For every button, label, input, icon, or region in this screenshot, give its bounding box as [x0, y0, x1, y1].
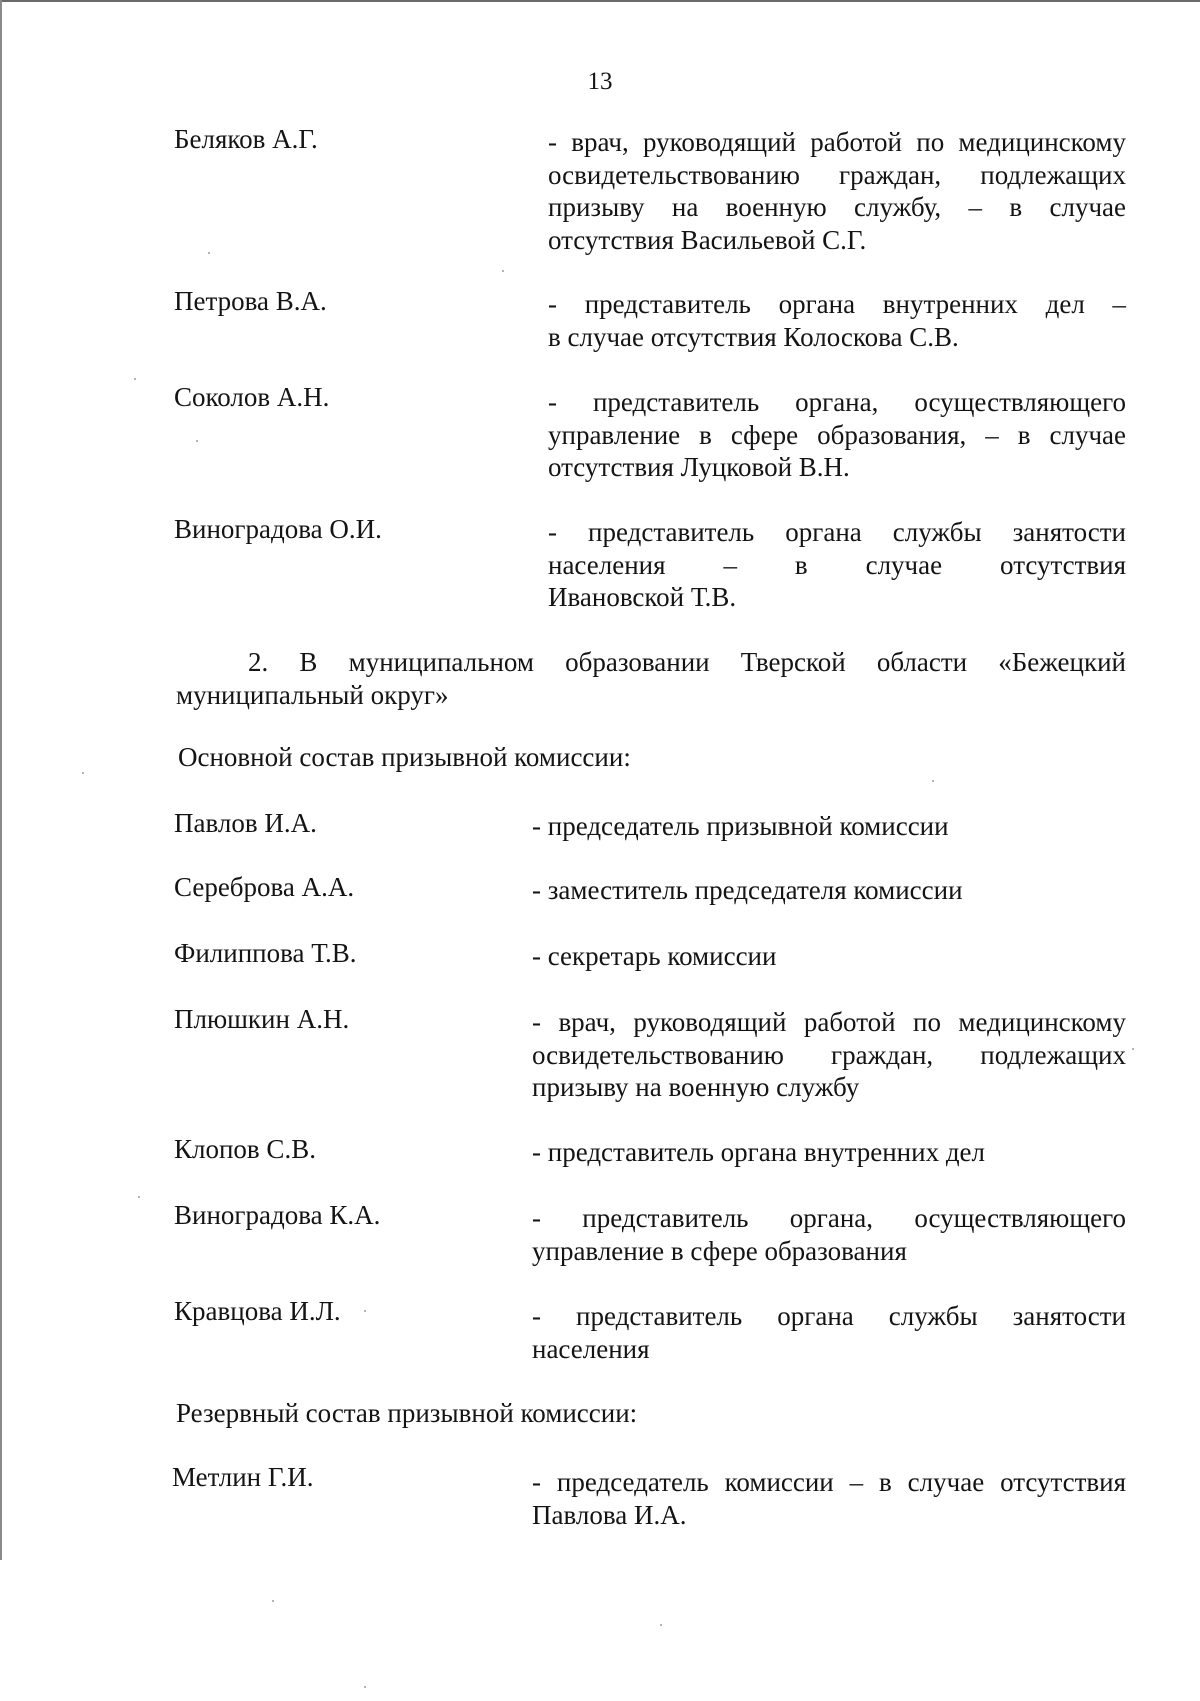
scan-top-edge: [0, 0, 1200, 2]
member-name: Соколов А.Н.: [174, 382, 330, 412]
scan-speck: [502, 270, 504, 272]
scan-speck: [196, 440, 198, 442]
role-line: освидетельствованию граждан, подлежащих: [548, 159, 1126, 190]
section-paragraph: [176, 646, 1126, 711]
member-name: Виноградова О.И.: [174, 514, 382, 544]
role-line: населения – в случае отсутствия: [548, 549, 1126, 580]
scan-speck: [138, 1196, 140, 1198]
scan-speck: [1132, 1048, 1134, 1050]
member-role: [532, 1202, 1126, 1267]
scan-speck: [364, 1310, 366, 1312]
role-line: отсутствия Луцковой В.Н.: [548, 452, 850, 482]
member-name: Петрова В.А.: [174, 286, 327, 316]
scan-speck: [660, 1624, 662, 1626]
member-name: Плюшкин А.Н.: [174, 1004, 350, 1034]
role-line: - представитель органа, осуществляющего: [532, 1203, 1126, 1233]
role-line: отсутствия Васильевой С.Г.: [548, 224, 867, 255]
role-line: - председатель комиссии – в случае отсутствия: [532, 1467, 1126, 1497]
member-name: Филиппова Т.В.: [174, 938, 357, 968]
role-line: - представитель органа внутренних дел: [532, 1137, 986, 1167]
role-line: - врач, руководящий работой по медицинскому: [532, 1007, 1126, 1037]
member-role: [532, 1006, 1126, 1104]
member-name: Беляков А.Г.: [174, 124, 318, 154]
role-line: управление в сфере образования: [532, 1235, 907, 1266]
scan-speck: [932, 780, 934, 782]
role-line: - представитель органа службы занятости: [532, 1301, 1126, 1331]
member-role: [532, 1466, 1126, 1531]
member-role: [548, 386, 1126, 484]
role-line: - представитель органа службы занятости: [548, 517, 1126, 547]
member-role: [532, 940, 1126, 973]
member-role: [532, 874, 1126, 907]
member-name: Сереброва А.А.: [174, 872, 355, 902]
member-role: [548, 288, 1126, 353]
scan-speck: [364, 1686, 366, 1688]
member-role: [548, 126, 1126, 256]
scan-left-edge: [0, 0, 2, 1560]
member-role: [548, 516, 1126, 614]
scan-speck: [272, 1600, 274, 1602]
role-line: призыву на военную службу, – в случае: [548, 192, 1126, 222]
scan-speck: [208, 252, 210, 254]
role-line: - врач, руководящий работой по медицинскому: [548, 127, 1126, 157]
reserve-composition-heading: Резервный состав призывной комиссии:: [176, 1398, 638, 1428]
member-name: Метлин Г.И.: [172, 1462, 314, 1492]
role-line: в случае отсутствия Колоскова С.В.: [548, 321, 959, 352]
member-role: [532, 1300, 1126, 1365]
role-line: - представитель органа внутренних дел –: [548, 289, 1126, 319]
paragraph-line: муниципальный округ»: [176, 679, 449, 710]
role-line: призыву на военную службу: [532, 1072, 860, 1102]
member-name: Клопов С.В.: [174, 1134, 316, 1164]
role-line: Павлова И.А.: [532, 1499, 687, 1530]
member-name: Павлов И.А.: [174, 808, 317, 838]
member-role: [532, 810, 1126, 843]
member-role: [532, 1136, 1126, 1169]
role-line: - представитель органа, осуществляющего: [548, 387, 1126, 417]
role-line: Ивановской Т.В.: [548, 582, 737, 612]
page-number: 13: [587, 68, 613, 95]
member-name: Виноградова К.А.: [174, 1200, 381, 1230]
role-line: населения: [532, 1333, 650, 1364]
role-line: - председатель призывной комиссии: [532, 811, 949, 841]
role-line: освидетельствованию граждан, подлежащих: [532, 1039, 1126, 1070]
scan-speck: [134, 378, 136, 380]
role-line: - секретарь комиссии: [532, 941, 777, 971]
main-composition-heading: Основной состав призывной комиссии:: [178, 742, 631, 772]
role-line: - заместитель председателя комиссии: [532, 875, 963, 905]
scan-speck: [82, 772, 84, 774]
paragraph-line: 2. В муниципальном образовании Тверской области «Бежецкий: [248, 647, 1126, 677]
role-line: управление в сфере образования, – в случае: [548, 419, 1126, 450]
member-name: Кравцова И.Л.: [174, 1296, 341, 1326]
